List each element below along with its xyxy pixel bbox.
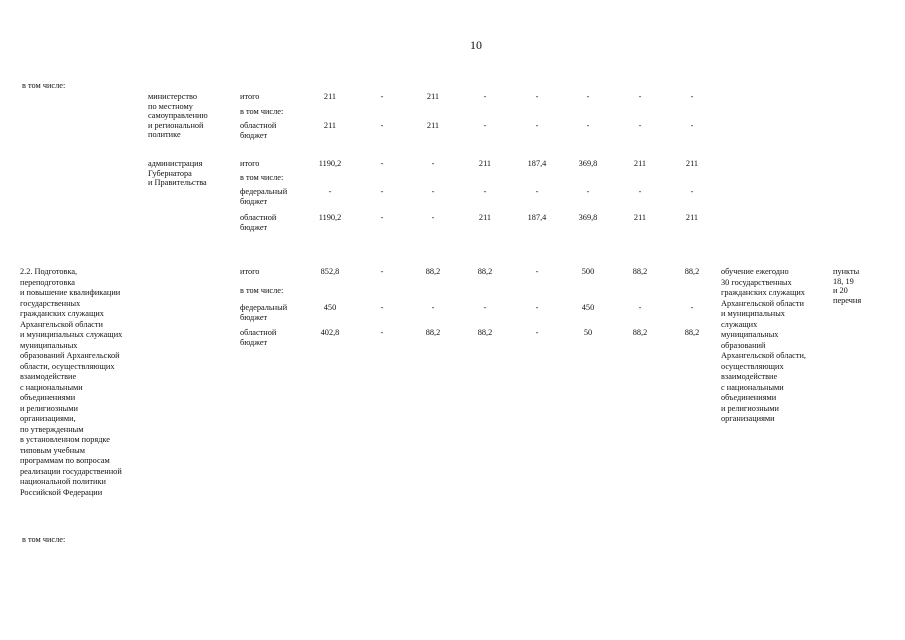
executor-ministry: министерство по местному самоуправлению и региональной политике xyxy=(148,92,208,140)
table-cell: 211 xyxy=(426,121,440,130)
table-cell: 500 xyxy=(581,267,595,276)
table-cell: - xyxy=(535,92,539,101)
table-cell: - xyxy=(535,187,539,196)
table-cell: - xyxy=(483,303,487,312)
table-cell: 211 xyxy=(426,92,440,101)
row-label: областной бюджет xyxy=(240,121,277,140)
table-cell: - xyxy=(483,121,487,130)
table-cell: - xyxy=(483,187,487,196)
table-cell: - xyxy=(380,121,384,130)
table-cell: - xyxy=(586,187,590,196)
row-label: в том числе: xyxy=(240,173,284,182)
table-cell: - xyxy=(380,159,384,168)
table-cell: - xyxy=(690,121,694,130)
table-cell: 88,2 xyxy=(477,328,493,337)
table-cell: - xyxy=(328,187,332,196)
table-cell: 88,2 xyxy=(477,267,493,276)
table-cell: - xyxy=(431,159,435,168)
table-cell: - xyxy=(638,92,642,101)
row-label: федеральный бюджет xyxy=(240,303,288,322)
table-cell: 450 xyxy=(323,303,337,312)
table-cell: - xyxy=(380,92,384,101)
table-cell: 88,2 xyxy=(632,267,648,276)
table-cell: 369,8 xyxy=(578,213,598,222)
table-cell: 369,8 xyxy=(578,159,598,168)
table-cell: 1190,2 xyxy=(318,159,342,168)
table-cell: - xyxy=(483,92,487,101)
table-cell: 211 xyxy=(685,213,699,222)
page-number: 10 xyxy=(470,38,482,52)
row-label: федеральный бюджет xyxy=(240,187,288,206)
table-cell: 1190,2 xyxy=(318,213,342,222)
table-cell: - xyxy=(380,187,384,196)
row-label: итого xyxy=(240,92,260,101)
table-cell: - xyxy=(431,213,435,222)
table-cell: 450 xyxy=(581,303,595,312)
table-cell: - xyxy=(535,267,539,276)
table-cell: 211 xyxy=(478,213,492,222)
table-cell: - xyxy=(586,92,590,101)
table-cell: 187,4 xyxy=(527,159,547,168)
measure-description: 2.2. Подготовка, переподготовка и повышение квалификации государственных гражданских служащих Архангельской области и муниципальных служащих муниципальных образований Архангельской области, осуществляющих взаимодействие с национальными объединениями и религиозными организациями, по утвержденным в установленном порядке типовым учебным программам по вопросам реализации государственной национальной политики Российской Федерации xyxy=(20,267,123,497)
row-label: областной бюджет xyxy=(240,328,277,347)
table-cell: 88,2 xyxy=(684,328,700,337)
row-label: в том числе: xyxy=(240,286,284,295)
table-cell: 211 xyxy=(633,213,647,222)
table-cell: 88,2 xyxy=(425,267,441,276)
table-cell: - xyxy=(431,187,435,196)
reference-points: пункты 18, 19 и 20 перечня xyxy=(833,267,862,305)
table-cell: 402,8 xyxy=(320,328,340,337)
table-cell: 88,2 xyxy=(425,328,441,337)
expected-result: обучение ежегодно 30 государственных гражданских служащих Архангельской области и муниципальных служащих муниципальных образований Архангельской области, осуществляющих взаимодействие с национальными объединениями и религиозными организациями xyxy=(721,267,806,423)
table-cell: - xyxy=(690,92,694,101)
table-cell: 211 xyxy=(685,159,699,168)
table-cell: - xyxy=(380,267,384,276)
table-cell: - xyxy=(638,187,642,196)
table-cell: - xyxy=(380,303,384,312)
executor-administration: администрация Губернатора и Правительства xyxy=(148,159,207,188)
table-cell: - xyxy=(690,187,694,196)
table-cell: 50 xyxy=(583,328,593,337)
table-cell: 211 xyxy=(323,121,337,130)
table-cell: - xyxy=(380,328,384,337)
table-cell: - xyxy=(638,121,642,130)
table-cell: - xyxy=(535,121,539,130)
row-label: областной бюджет xyxy=(240,213,277,232)
row-label: итого xyxy=(240,159,260,168)
row-label: в том числе: xyxy=(240,107,284,116)
table-cell: 211 xyxy=(478,159,492,168)
table-cell: 211 xyxy=(323,92,337,101)
in-that-number-label-top: в том числе: xyxy=(22,81,66,90)
table-cell: - xyxy=(638,303,642,312)
row-label: итого xyxy=(240,267,260,276)
table-cell: 187,4 xyxy=(527,213,547,222)
table-cell: - xyxy=(535,303,539,312)
table-cell: 88,2 xyxy=(632,328,648,337)
table-cell: - xyxy=(380,213,384,222)
table-cell: 211 xyxy=(633,159,647,168)
table-cell: - xyxy=(535,328,539,337)
table-cell: 88,2 xyxy=(684,267,700,276)
table-cell: 852,8 xyxy=(320,267,340,276)
in-that-number-label-bottom: в том числе: xyxy=(22,535,66,544)
table-cell: - xyxy=(690,303,694,312)
table-cell: - xyxy=(431,303,435,312)
table-cell: - xyxy=(586,121,590,130)
